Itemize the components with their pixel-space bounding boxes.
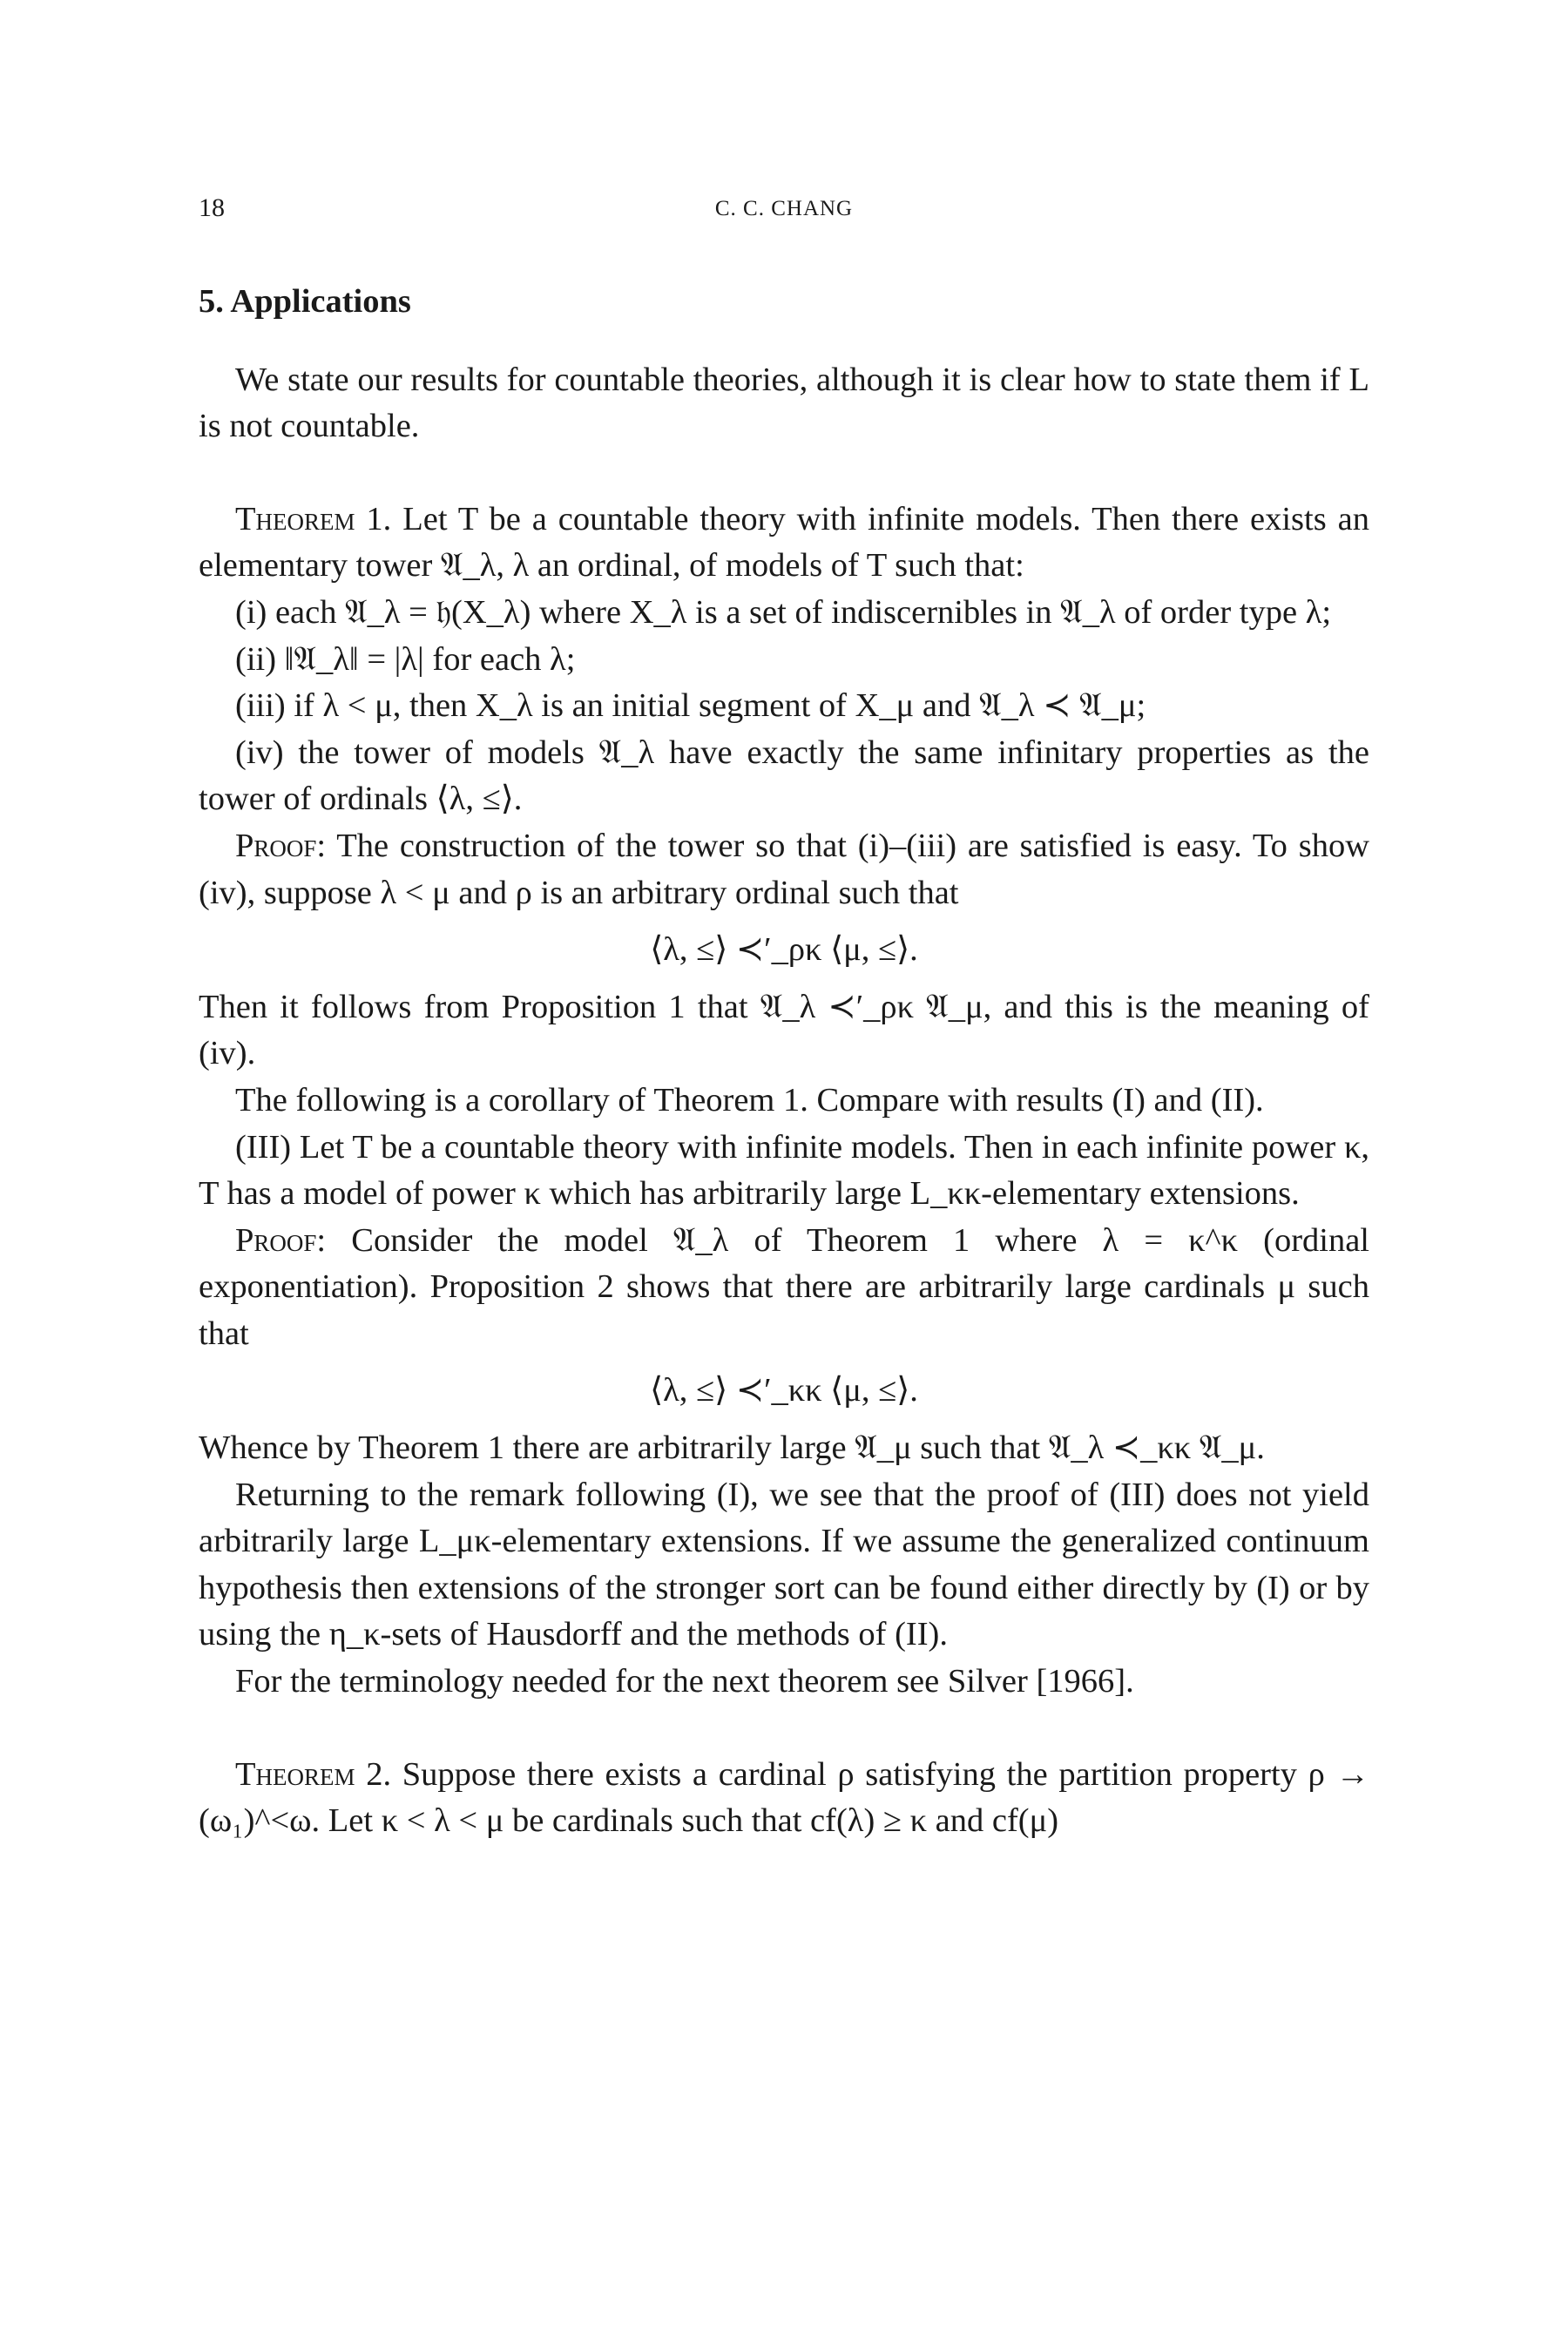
display-formula-1: ⟨λ, ≤⟩ ≺′_ρκ ⟨μ, ≤⟩. xyxy=(650,931,918,969)
page-body xyxy=(199,279,1369,1845)
proof-2-label: Proof: xyxy=(235,1221,327,1259)
proof-1-label: Proof: xyxy=(235,827,327,864)
page-header xyxy=(199,193,1369,232)
proof-2-conclusion: Whence by Theorem 1 there are arbitrarily large 𝔄_μ such that 𝔄_λ ≺_κκ 𝔄_μ. xyxy=(199,1429,1265,1467)
corollary-intro: The following is a corollary of Theorem 1. Compare with results (I) and (II). xyxy=(235,1081,1264,1119)
proof-2 xyxy=(199,1218,1369,1358)
proof-2-text: Consider the model 𝔄_λ of Theorem 1 where λ = κ^κ (ordinal exponentiation). Proposition 2 shows that there are arbitrarily large cardinals μ such that xyxy=(199,1221,1370,1352)
proof-1-text: The construction of the tower so that (i)–(iii) are satisfied is easy. To show (iv), suppose λ < μ and ρ is an arbitrary ordinal such that xyxy=(199,827,1369,911)
theorem-1-label: Theorem 1. xyxy=(235,500,392,537)
result-iii: (III) Let T be a countable theory with infinite models. Then in each infinite power κ, T has a model of power κ which has arbitrarily large L_κκ-elementary extensions. xyxy=(199,1128,1369,1213)
theorem-1-item-i: (i) each 𝔄_λ = 𝔥(X_λ) where X_λ is a set of indiscernibles in 𝔄_λ of order type λ; xyxy=(235,593,1332,631)
proof-1 xyxy=(199,823,1369,916)
intro-paragraph: We state our results for countable theories, although it is clear how to state them if L is not countable. xyxy=(199,361,1369,445)
theorem-2-statement xyxy=(199,1752,1369,1845)
theorem-1-item-ii: (ii) ‖𝔄_λ‖ = |λ| for each λ; xyxy=(235,640,576,678)
theorem-1-statement xyxy=(199,497,1369,590)
theorem-2-text: Suppose there exists a cardinal ρ satisfying the partition property ρ → (ω₁)^<ω. Let κ < λ < μ be cardinals such that cf(λ) ≥ κ and cf(μ) xyxy=(199,1755,1369,1840)
theorem-1-item-iii: (iii) if λ < μ, then X_λ is an initial segment of X_μ and 𝔄_λ ≺ 𝔄_μ; xyxy=(235,687,1146,725)
theorem-2-label: Theorem 2. xyxy=(235,1755,392,1793)
display-formula-2: ⟨λ, ≤⟩ ≺′_κκ ⟨μ, ≤⟩. xyxy=(650,1372,918,1409)
running-head: C. C. CHANG xyxy=(714,197,854,220)
proof-1-conclusion: Then it follows from Proposition 1 that 𝔄_λ ≺′_ρκ 𝔄_μ, and this is the meaning of (iv). xyxy=(199,988,1369,1072)
theorem-1-item-iv: (iv) the tower of models 𝔄_λ have exactly the same infinitary properties as the tower of ordinals ⟨λ, ≤⟩. xyxy=(199,733,1369,818)
page-number: 18 xyxy=(199,193,225,222)
theorem-1-text: Let T be a countable theory with infinite models. Then there exists an elementary tower 𝔄_λ, λ an ordinal, of models of T such that: xyxy=(199,500,1369,585)
remark-paragraph: Returning to the remark following (I), we see that the proof of (III) does not yield arbitrarily large L_μκ-elementary extensions. If we assume the generalized continuum hypothesis then extensions of the stronger sort can be found either directly by (I) or by using the η_κ-sets of Hausdorff and the methods of (II). xyxy=(199,1476,1369,1653)
terminology-paragraph: For the terminology needed for the next theorem see Silver [1966]. xyxy=(235,1663,1134,1700)
section-title: 5. Applications xyxy=(199,283,411,320)
